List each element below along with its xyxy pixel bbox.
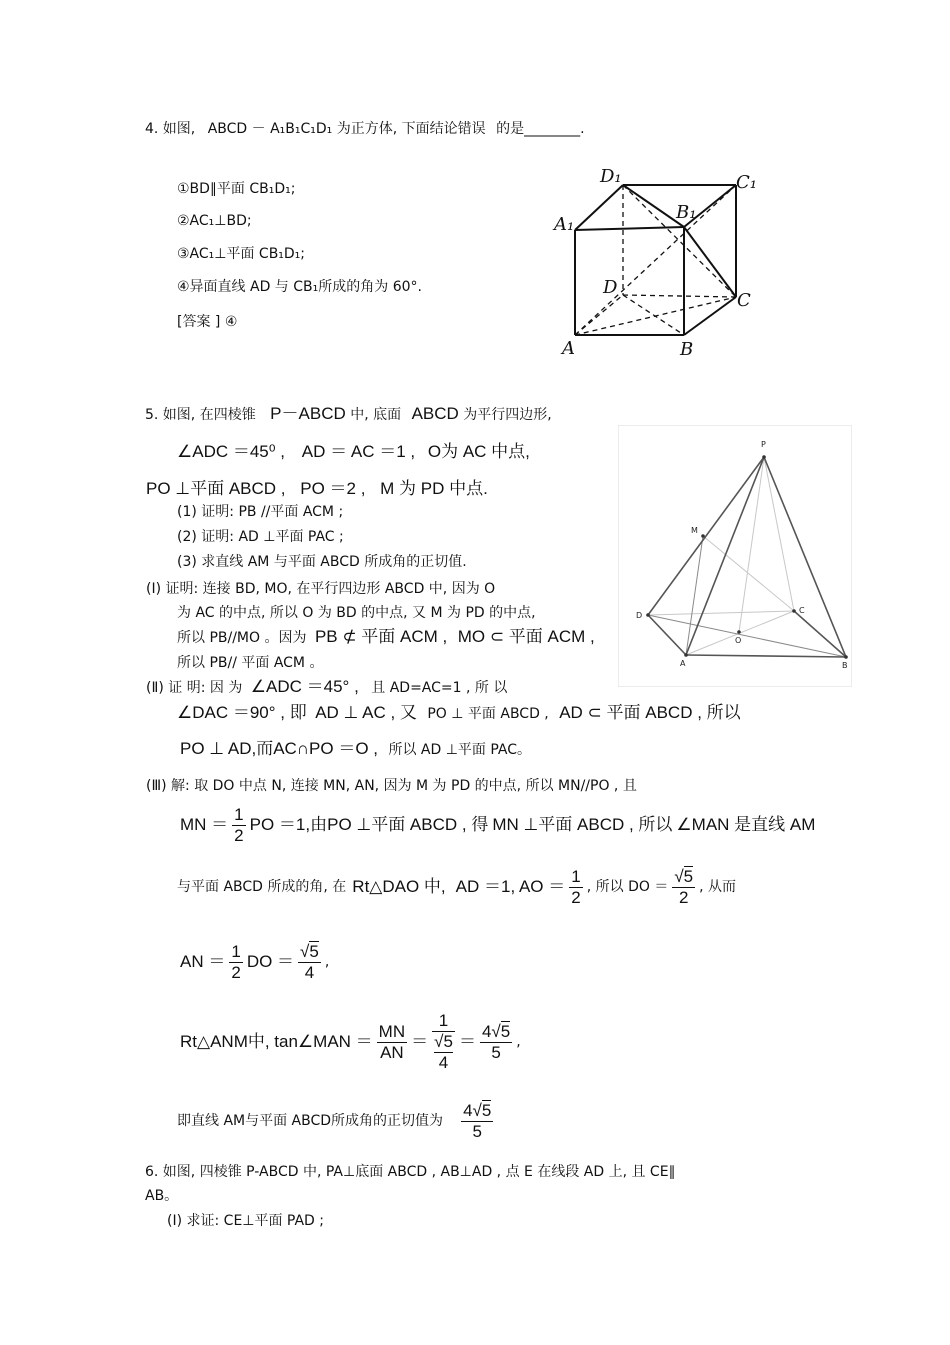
pyramid-label-p: P: [761, 440, 766, 449]
pyramid-label-c: C: [799, 606, 805, 615]
q4-option-4: ④异面直线 AD 与 CB₁所成的角为 60°.: [177, 279, 422, 295]
cube-label-d1: D₁: [600, 166, 622, 187]
q4-stem: 4. 如图, ABCD － A₁B₁C₁D₁ 为正方体, 下面结论错误 的是________.: [145, 121, 585, 137]
fraction-half: $\frac{1}{2}$: [234, 804, 244, 845]
fraction-do: $\frac{√5}{2}$: [674, 866, 694, 907]
pyramid-label-a: A: [680, 659, 686, 668]
q5-line-2: ∠ADC ＝45⁰ , AD ＝ AC ＝1 , O为 AC 中点,: [177, 442, 530, 461]
cube-figure: [548, 160, 770, 360]
q5-solution-10: 与平面 ABCD 所成的角, 在 Rt△DAO 中, AD ＝1, AO ＝ $\frac{1}{2}$ , 所以 DO ＝ $\frac{√5}{2}$ , 从而: [177, 866, 737, 907]
fraction-ao: $\frac{1}{2}$: [571, 866, 581, 907]
cube-label-b1: B₁: [676, 202, 697, 223]
pyramid-label-d: D: [636, 611, 643, 620]
q6-line-2: AB。: [145, 1188, 179, 1204]
cube-label-b: B: [680, 339, 694, 360]
pyramid-label-m: M: [691, 526, 698, 535]
fraction-half-2: $\frac{1}{2}$: [231, 941, 241, 982]
cube-label-a1: A₁: [554, 214, 575, 235]
q5-part-2: (2) 证明: AD ⊥平面 PAC ;: [177, 529, 344, 545]
q4-option-2: ②AC₁⊥BD;: [177, 213, 252, 229]
cube-label-a: A: [562, 338, 575, 359]
q5-solution-8: (Ⅲ) 解: 取 DO 中点 N, 连接 MN, AN, 因为 M 为 PD 的中点, 所以 MN//PO , 且: [146, 778, 637, 794]
q5-solution-12: Rt△ANM中, tan∠MAN ＝ $\frac{MN}{AN}$ ＝ 1 √5 4 ＝ $\frac{4√5}{5}$ ,: [180, 1011, 521, 1072]
q4-option-1: ①BD∥平面 CB₁D₁;: [177, 181, 296, 197]
q4-option-3: ③AC₁⊥平面 CB₁D₁;: [177, 246, 306, 262]
fraction-result: $\frac{4√5}{5}$: [481, 1021, 511, 1062]
pyramid-figure: [618, 425, 852, 687]
q6-line-1: 6. 如图, 四棱锥 P-ABCD 中, PA⊥底面 ABCD , AB⊥AD , 点 E 在线段 AD 上, 且 CE∥: [145, 1164, 676, 1180]
q5-solution-1: (Ⅰ) 证明: 连接 BD, MO, 在平行四边形 ABCD 中, 因为 O: [146, 581, 496, 597]
q5-solution-11: AN ＝ $\frac{1}{2}$ DO ＝ $\frac{√5}{4}$ ,: [180, 941, 330, 982]
q5-part-3: (3) 求直线 AM 与平面 ABCD 所成角的正切值.: [177, 554, 467, 570]
q5-solution-6: ∠DAC ＝90° , 即 AD ⊥ AC , 又 PO ⊥ 平面 ABCD , AD ⊂ 平面 ABCD , 所以: [177, 703, 741, 722]
q6-line-3: (I) 求证: CE⊥平面 PAD ;: [167, 1213, 325, 1229]
q5-line-1: 5. 如图, 在四棱锥 P－ABCD 中, 底面 ABCD 为平行四边形,: [145, 404, 552, 423]
q5-solution-4: 所以 PB// 平面 ACM 。: [177, 655, 324, 671]
fraction-mn-an: $\frac{MN}{AN}$: [378, 1021, 406, 1062]
pyramid-label-o: O: [735, 636, 742, 645]
q5-solution-7: PO ⊥ AD,而AC∩PO ＝O , 所以 AD ⊥平面 PAC。: [180, 739, 532, 758]
q5-solution-5: (Ⅱ) 证 明: 因 为 ∠ADC ＝45° , 且 AD=AC=1 , 所 以: [146, 677, 508, 696]
cube-label-d: D: [603, 277, 618, 298]
q5-solution-2: 为 AC 的中点, 所以 O 为 BD 的中点, 又 M 为 PD 的中点,: [177, 605, 536, 621]
cube-label-c: C: [737, 290, 751, 311]
pyramid-label-b: B: [842, 661, 848, 670]
q5-line-3: PO ⊥平面 ABCD , PO ＝2 , M 为 PD 中点.: [146, 479, 488, 498]
q5-solution-3: 所以 PB//MO 。因为 PB ⊄ 平面 ACM , MO ⊂ 平面 ACM ,: [177, 627, 595, 646]
q5-conclusion: 即直线 AM与平面 ABCD所成角的正切值为 $\frac{4√5}{5}$: [177, 1100, 492, 1141]
fraction-complex: 1 √5 4: [434, 1011, 453, 1072]
q5-part-1: (1) 证明: PB //平面 ACM ;: [177, 504, 344, 520]
fraction-final: $\frac{4√5}{5}$: [463, 1100, 492, 1141]
fraction-an: $\frac{√5}{4}$: [300, 941, 319, 982]
cube-label-c1: C₁: [736, 172, 757, 193]
q5-solution-9: MN ＝ $\frac{1}{2}$ PO ＝1,由PO ⊥平面 ABCD , 得 MN ⊥平面 ABCD , 所以 ∠MAN 是直线 AM: [180, 804, 816, 845]
q4-answer: [答案 ] ④: [177, 314, 238, 330]
